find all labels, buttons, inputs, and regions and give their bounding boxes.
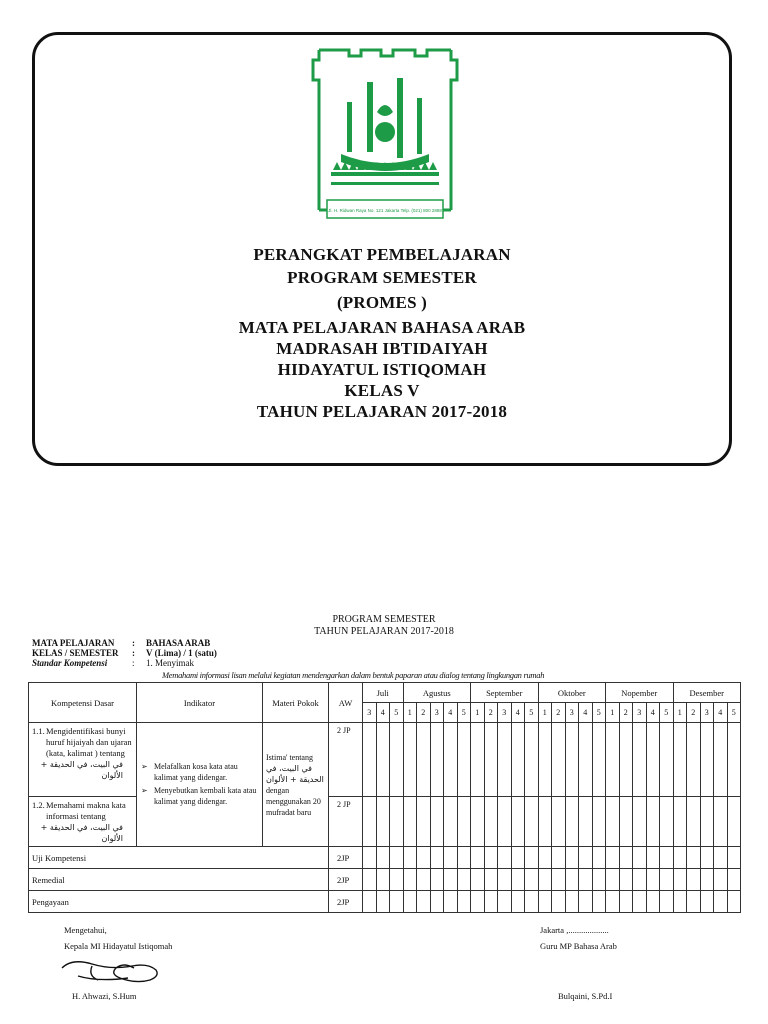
cover-line-2: PROGRAM SEMESTER [287, 268, 477, 287]
sign-left-title: Kepala MI Hidayatul Istiqomah [64, 941, 173, 951]
cover-line-3: (PROMES ) [336, 293, 428, 312]
week-number: 3 [430, 703, 444, 723]
sign-right-place-date: Jakarta ,................... [540, 925, 609, 935]
week-cell [673, 797, 687, 847]
week-cell [430, 797, 444, 847]
week-number: 4 [579, 703, 593, 723]
aw-1: 2 JP [329, 723, 363, 797]
week-number: 1 [606, 703, 620, 723]
week-cell [538, 869, 552, 891]
week-cell [714, 869, 728, 891]
week-cell [484, 869, 498, 891]
week-cell [592, 723, 606, 797]
week-number: 2 [417, 703, 431, 723]
week-cell [552, 869, 566, 891]
week-cell [403, 847, 417, 869]
kd-2-number: 1.2. [32, 800, 45, 810]
week-cell [390, 891, 404, 913]
week-cell [565, 723, 579, 797]
week-cell [619, 869, 633, 891]
week-cell [700, 891, 714, 913]
week-cell [390, 847, 404, 869]
week-cell [403, 723, 417, 797]
promes-heading [0, 614, 768, 638]
week-cell [687, 891, 701, 913]
cover-line-1: PERANGKAT PEMBELAJARAN [253, 245, 511, 264]
week-cell [646, 891, 660, 913]
week-number: 2 [619, 703, 633, 723]
week-cell [430, 869, 444, 891]
week-cell [511, 723, 525, 797]
week-cell [700, 723, 714, 797]
kelas-label: KELAS / SEMESTER [32, 648, 119, 658]
week-cell [687, 847, 701, 869]
week-cell [498, 797, 512, 847]
week-number: 4 [376, 703, 390, 723]
col-aw-header: AW [329, 683, 363, 723]
week-cell [457, 797, 471, 847]
week-cell [727, 723, 741, 797]
week-cell [430, 847, 444, 869]
week-cell [498, 869, 512, 891]
week-cell [417, 869, 431, 891]
cover-line-7: KELAS V [344, 381, 420, 400]
week-cell [498, 847, 512, 869]
week-cell [457, 847, 471, 869]
week-cell [376, 891, 390, 913]
week-cell [687, 797, 701, 847]
week-cell [484, 723, 498, 797]
week-cell [700, 869, 714, 891]
week-cell [633, 891, 647, 913]
week-number: 3 [633, 703, 647, 723]
week-cell [619, 891, 633, 913]
week-cell [376, 847, 390, 869]
week-cell [606, 869, 620, 891]
week-number: 4 [511, 703, 525, 723]
week-cell [498, 723, 512, 797]
week-cell [538, 847, 552, 869]
week-cell [376, 797, 390, 847]
week-number: 4 [646, 703, 660, 723]
sign-right-name: Bulqaini, S.Pd.I [558, 991, 613, 1001]
week-cell [660, 891, 674, 913]
week-cell [606, 891, 620, 913]
week-cell [606, 797, 620, 847]
week-cell [484, 847, 498, 869]
week-cell [403, 891, 417, 913]
sign-left-name: H. Ahwazi, S.Hum [72, 991, 137, 1001]
kd-2-arabic: في البيت، في الحديقة + الألوان [40, 823, 123, 843]
week-cell [390, 869, 404, 891]
week-cell [592, 797, 606, 847]
footer-row-label: Uji Kompetensi [29, 847, 329, 869]
week-cell [565, 869, 579, 891]
kd-1-cell [29, 723, 137, 797]
week-cell [700, 847, 714, 869]
week-cell [552, 797, 566, 847]
week-cell [565, 891, 579, 913]
footer-row-label: Remedial [29, 869, 329, 891]
week-cell [619, 797, 633, 847]
sign-right-title: Guru MP Bahasa Arab [540, 941, 617, 951]
promes-heading-title: PROGRAM SEMESTER [332, 614, 436, 625]
week-cell [714, 847, 728, 869]
month-header: Nopember [606, 683, 674, 703]
week-number: 5 [592, 703, 606, 723]
week-cell [727, 797, 741, 847]
week-number: 3 [700, 703, 714, 723]
week-cell [700, 797, 714, 847]
sign-left-label: Mengetahui, [64, 925, 107, 935]
week-cell [579, 797, 593, 847]
week-cell [714, 723, 728, 797]
week-cell [525, 797, 539, 847]
week-cell [660, 797, 674, 847]
week-cell [592, 869, 606, 891]
week-cell [579, 723, 593, 797]
week-cell [390, 797, 404, 847]
week-number: 1 [471, 703, 485, 723]
week-number: 3 [565, 703, 579, 723]
sk-value: 1. Menyimak [146, 658, 194, 668]
week-cell [687, 723, 701, 797]
week-number: 4 [714, 703, 728, 723]
kd-2-cell [29, 797, 137, 847]
month-header: Oktober [538, 683, 606, 703]
week-cell [511, 797, 525, 847]
week-cell [714, 891, 728, 913]
week-cell [363, 723, 377, 797]
week-cell [727, 891, 741, 913]
week-cell [714, 797, 728, 847]
week-number: 3 [363, 703, 377, 723]
week-cell [376, 869, 390, 891]
week-cell [660, 847, 674, 869]
week-cell [579, 847, 593, 869]
week-cell [444, 891, 458, 913]
week-cell [444, 869, 458, 891]
week-number: 2 [484, 703, 498, 723]
week-cell [525, 847, 539, 869]
week-cell [727, 869, 741, 891]
week-cell [525, 869, 539, 891]
cover-line-6: HIDAYATUL ISTIQOMAH [277, 360, 487, 379]
week-cell [727, 847, 741, 869]
week-number: 5 [390, 703, 404, 723]
week-cell [646, 723, 660, 797]
week-cell [363, 869, 377, 891]
week-cell [471, 723, 485, 797]
kd-1-arabic: في البيت، في الحديقة + الألوان [40, 760, 123, 780]
cover-line-8: TAHUN PELAJARAN 2017-2018 [256, 402, 508, 421]
indikator-item-2: ➢ Menyebutkan kembali kata atau kalimat yang didengar. [154, 785, 259, 807]
week-cell [498, 891, 512, 913]
footer-row-aw: 2JP [329, 847, 363, 869]
week-cell [457, 891, 471, 913]
indikator-cell [137, 723, 263, 847]
week-cell [633, 723, 647, 797]
week-number: 4 [444, 703, 458, 723]
week-cell [403, 797, 417, 847]
week-cell [646, 869, 660, 891]
week-cell [579, 891, 593, 913]
week-cell [444, 797, 458, 847]
week-cell [471, 891, 485, 913]
week-cell [673, 869, 687, 891]
week-number: 1 [538, 703, 552, 723]
week-cell [484, 797, 498, 847]
week-cell [673, 891, 687, 913]
week-cell [363, 847, 377, 869]
week-cell [417, 797, 431, 847]
week-cell [444, 723, 458, 797]
kelas-value: V (Lima) / 1 (satu) [146, 648, 217, 658]
materi-pokok-text-1: Istima' tentang [266, 752, 313, 762]
aw-2: 2 JP [329, 797, 363, 847]
week-cell [592, 847, 606, 869]
promes-meta: MATA PELAJARAN : BAHASA ARAB KELAS / SEMESTER : V (Lima) / 1 (satu) Standar Kompetensi : 1. Menyimak [32, 638, 217, 668]
week-number: 1 [673, 703, 687, 723]
week-cell [673, 723, 687, 797]
week-cell [619, 847, 633, 869]
week-cell [606, 847, 620, 869]
promes-table [28, 682, 741, 913]
week-number: 5 [525, 703, 539, 723]
cover-line-5: MADRASAH IBTIDAIYAH [276, 339, 488, 358]
week-cell [646, 847, 660, 869]
school-logo [307, 42, 463, 228]
week-cell [633, 847, 647, 869]
promes-heading-year: TAHUN PELAJARAN 2017-2018 [314, 626, 454, 637]
week-cell [430, 723, 444, 797]
week-cell [417, 723, 431, 797]
week-number: 2 [552, 703, 566, 723]
materi-pokok-cell [263, 723, 329, 847]
footer-row-aw: 2JP [329, 891, 363, 913]
logo-caption: Jl. H. Ridwan Raya No. 121 Jakarta Telp. (021) 800 2888 [328, 208, 442, 213]
indikator-item-1: ➢ Melafalkan kosa kata atau kalimat yang didengar. [154, 761, 259, 783]
week-cell [552, 723, 566, 797]
week-cell [673, 847, 687, 869]
week-cell [417, 847, 431, 869]
week-cell [511, 891, 525, 913]
week-cell [417, 891, 431, 913]
week-cell [484, 891, 498, 913]
sk-description: Memahami informasi lisan melalui kegiatan mendengarkan dalam bentuk paparan atau dialog tentang lingkungan rumah [162, 670, 545, 680]
month-header: September [471, 683, 539, 703]
week-cell [511, 869, 525, 891]
week-cell [525, 723, 539, 797]
week-cell [363, 891, 377, 913]
week-cell [552, 847, 566, 869]
cover-title-block [32, 244, 732, 422]
week-number: 5 [457, 703, 471, 723]
week-cell [538, 891, 552, 913]
week-cell [619, 723, 633, 797]
week-cell [525, 891, 539, 913]
week-cell [444, 847, 458, 869]
col-mp-header: Materi Pokok [263, 683, 329, 723]
materi-pokok-text-2: dengan menggunakan 20 mufradat baru [266, 785, 321, 817]
week-cell [606, 723, 620, 797]
kd-2-text: Memahami makna kata informasi tentang [46, 800, 126, 821]
week-cell [633, 797, 647, 847]
week-cell [376, 723, 390, 797]
month-header: Agustus [403, 683, 471, 703]
week-cell [565, 797, 579, 847]
week-cell [552, 891, 566, 913]
week-cell [403, 869, 417, 891]
week-cell [538, 797, 552, 847]
week-cell [687, 869, 701, 891]
month-header: Juli [363, 683, 404, 703]
footer-row-aw: 2JP [329, 869, 363, 891]
week-cell [430, 891, 444, 913]
week-cell [457, 723, 471, 797]
col-ind-header: Indikator [137, 683, 263, 723]
mapel-label: MATA PELAJARAN [32, 638, 115, 648]
week-number: 3 [498, 703, 512, 723]
week-cell [633, 869, 647, 891]
week-number: 5 [727, 703, 741, 723]
week-cell [363, 797, 377, 847]
sk-label: Standar Kompetensi [32, 658, 108, 668]
month-header: Desember [673, 683, 741, 703]
cover-line-4: MATA PELAJARAN BAHASA ARAB [238, 318, 526, 337]
signature-image [58, 952, 168, 992]
kd-1-number: 1.1. [32, 726, 45, 736]
week-cell [646, 797, 660, 847]
week-cell [457, 869, 471, 891]
week-cell [660, 869, 674, 891]
col-kd-header: Kompetensi Dasar [29, 683, 137, 723]
mapel-value: BAHASA ARAB [146, 638, 211, 648]
materi-pokok-arabic: في البيت، في الحديقة + الألوان [266, 763, 324, 784]
week-number: 2 [687, 703, 701, 723]
week-cell [511, 847, 525, 869]
week-cell [471, 869, 485, 891]
week-number: 1 [403, 703, 417, 723]
kd-1-text: Mengidentifikasi bunyi huruf hijaiyah dan ujaran (kata, kalimat ) tentang [46, 726, 132, 758]
week-cell [471, 847, 485, 869]
footer-row-label: Pengayaan [29, 891, 329, 913]
week-cell [471, 797, 485, 847]
week-cell [579, 869, 593, 891]
week-cell [592, 891, 606, 913]
week-number: 5 [660, 703, 674, 723]
week-cell [390, 723, 404, 797]
week-cell [660, 723, 674, 797]
week-cell [565, 847, 579, 869]
week-cell [538, 723, 552, 797]
